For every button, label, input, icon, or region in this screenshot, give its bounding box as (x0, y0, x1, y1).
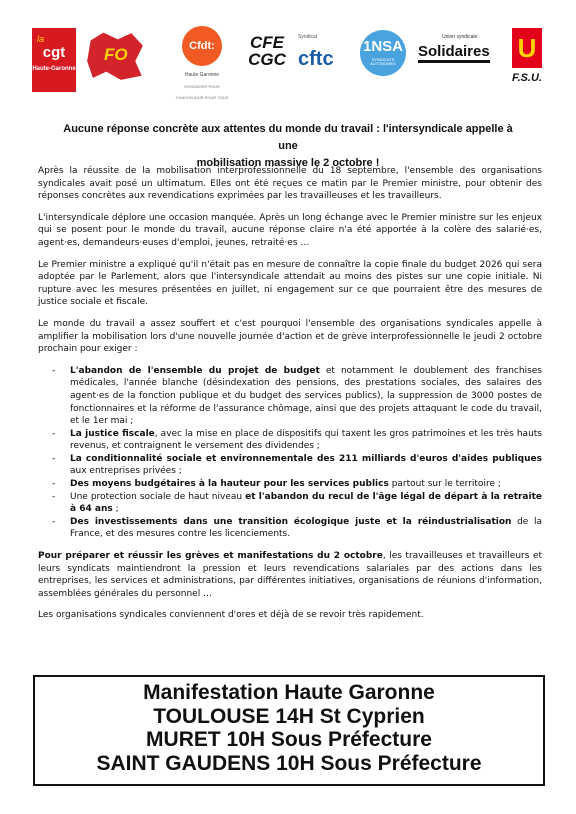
demand-bold: La justice fiscale (70, 428, 155, 439)
cfdt-logo-slogan-2: CHACUN AGIR POUR TOUS (175, 95, 229, 100)
fsu-logo (502, 28, 552, 94)
cftc-logo-text: cftc (298, 48, 334, 70)
fsu-logo-mark: U (512, 28, 542, 68)
demand-item-6 (52, 516, 542, 541)
paragraph-2: L'intersyndicale déplore une occasion manquée. Après un long échange avec le Premier ministre sur les enjeux qui se posent pour le monde du travail, aucune réponse claire n'a été apportée à la colère des salarié·es, agent·es, demandeurs·euses d'emploi, jeunes, retraité·es … (38, 212, 542, 248)
list-bullet: - (52, 516, 56, 527)
cgt-logo-subtitle: Haute-Garonne (32, 66, 76, 72)
cftc-logo (298, 34, 354, 90)
cfe-cgc-logo-line-2: CGC (248, 50, 286, 69)
cfdt-logo-slogan-1: S'ENGAGER POUR (183, 84, 221, 89)
cfdt-logo-subtitle: Haute Garonne (184, 72, 220, 78)
demand-item-4 (52, 478, 542, 491)
cfdt-logo (170, 24, 234, 100)
demand-item-3 (52, 453, 542, 478)
demand-bold: La conditionnalité sociale et environnementale des 211 milliards d'euros d'aides publiques (70, 453, 542, 464)
demand-bold: et l'abandon du recul de l'âge légal de départ à la retraite à 64 ans (70, 491, 542, 515)
demand-item-2 (52, 428, 542, 453)
demands-list (52, 365, 542, 541)
cftc-logo-sup: Syndicat (298, 34, 318, 40)
cfe-cgc-logo (242, 34, 292, 90)
demand-text: , avec la mise en place de dispositifs qui taxent les gros patrimoines et les très hauts revenus, et contraignent le versement des dividendes ; (70, 428, 542, 452)
unsa-logo-text: 1NSA (362, 38, 403, 55)
list-bullet: - (52, 491, 56, 502)
demand-bold: Des moyens budgétaires à la hauteur pour les services publics (70, 479, 389, 490)
closing-paragraph (38, 550, 542, 600)
unsa-logo (360, 30, 406, 76)
demand-text: aux entreprises privées ; (70, 466, 182, 477)
demand-text: et notamment le doublement des franchises médicales, l'année blanche (désindexation des pensions, des prestations sociales, des salaires des agent·es de la fonction publique et du budget des services publics), la suppression de 3000 postes de fonctionnaires et la réforme de l'assurance chômage, ainsi que des projets attaquant le code du travail, et le 1er mai ; (70, 365, 543, 427)
demand-text: partout sur le territoire ; (388, 479, 501, 490)
communique-body (38, 165, 542, 631)
list-bullet: - (52, 479, 56, 490)
manifestation-heading: Manifestation Haute Garonne (143, 681, 435, 704)
cgt-logo-text: cgt (42, 44, 66, 61)
cgt-logo-la: la (37, 34, 45, 44)
union-logos-row (28, 24, 558, 100)
demand-bold: Des investissements dans une transition écologique juste et la réindustrialisation (70, 516, 512, 527)
unsa-logo-subtitle: SYNDICATS AUTONOMES (370, 57, 396, 66)
demand-item-5 (52, 491, 542, 516)
list-bullet: - (52, 453, 56, 464)
closing-bold: Pour préparer et réussir les grèves et manifestations du 2 octobre (38, 551, 383, 562)
cfdt-logo-text: Cfdt: (182, 26, 222, 66)
paragraph-3: Le Premier ministre a expliqué qu'il n'était pas en mesure de connaître la copie finale du budget 2026 qui sera adoptée par le Parlement, alors que l'intersyndicale attendait au moins des pistes sur une copie initiale. Ni rupture avec les mesures présentées en juillet, ni engagement sur ce que pourraient être des mesures de justice sociale et fiscale. (38, 259, 542, 308)
paragraph-1: Après la réussite de la mobilisation interprofessionnelle du 18 septembre, l'ensemble des organisations syndicales avait posé un ultimatum. Elles ont été reçues ce matin par le Premier ministre, pour obtenir des réponses concrètes aux revendications exprimées par les travailleuses et les travailleurs. (38, 166, 542, 202)
demand-item-1 (52, 365, 542, 428)
cfe-cgc-logo-line-1: CFE (250, 33, 284, 52)
cgt-logo (32, 28, 76, 92)
paragraph-4: Le monde du travail a assez souffert et c'est pourquoi l'ensemble des organisations syndicales appelle à amplifier la mobilisation lors d'une nouvelle journée d'action et de grève interprofessionnelle le jeudi 2 octobre prochain pour exiger : (38, 318, 542, 355)
solidaires-logo-sup: Union syndicale (442, 34, 478, 40)
list-bullet: - (52, 428, 56, 439)
demand-bold: L'abandon de l'ensemble du projet de budget (70, 365, 320, 376)
demand-text: Une protection sociale de haut niveau (70, 491, 246, 502)
fo-logo-text: FO (104, 45, 128, 64)
final-paragraph: Les organisations syndicales conviennent d'ores et déjà de se revoir très rapidement. (38, 610, 424, 621)
manifestation-saint-gaudens: SAINT GAUDENS 10H Sous Préfecture (96, 751, 482, 775)
manifestation-toulouse: TOULOUSE 14H St Cyprien (153, 704, 425, 728)
manifestation-box (33, 675, 545, 786)
fsu-logo-text: F.S.U. (512, 72, 542, 84)
solidaires-logo (418, 34, 490, 84)
manifestation-muret: MURET 10H Sous Préfecture (146, 728, 432, 751)
demand-text: de la France, et des mesures contre les licenciements. (70, 516, 542, 540)
demand-text-end: ; (112, 504, 119, 515)
list-bullet: - (52, 365, 56, 376)
page-title-line-2: mobilisation massive le 2 octobre ! (196, 157, 380, 169)
fo-logo (86, 30, 144, 82)
page-title-line-1: Aucune réponse concrète aux attentes du monde du travail : l'intersyndicale appelle à une (63, 123, 513, 152)
solidaires-logo-text: Solidaires (418, 44, 490, 63)
closing-text: , les travailleuses et travailleurs et leurs syndicats maintiendront la pression et leurs revendications salariales par des actions dans les entreprises, les services et administrations, par différentes initiatives, organisations de réunions d'information, assemblées générales du personnel … (38, 551, 543, 599)
